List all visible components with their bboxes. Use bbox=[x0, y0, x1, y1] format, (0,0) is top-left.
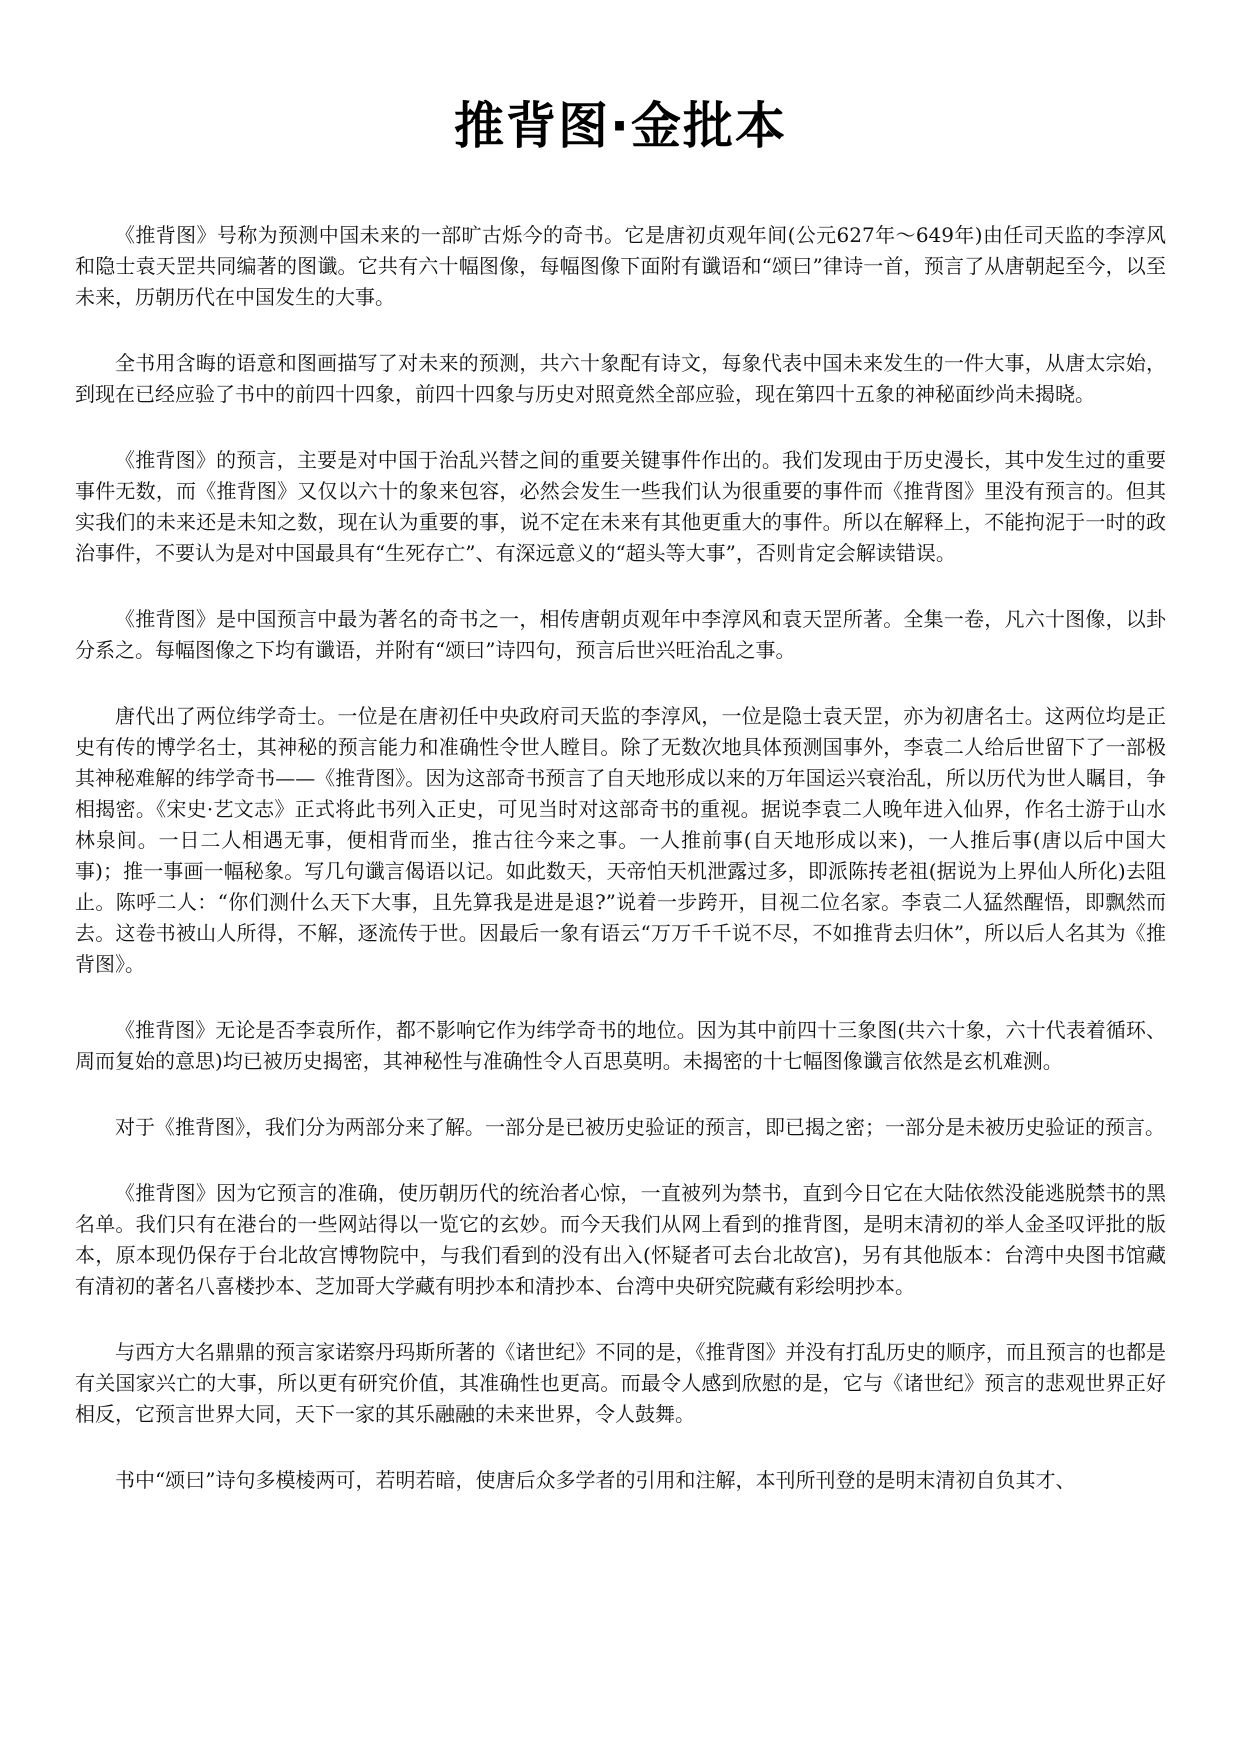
paragraph: 全书用含晦的语意和图画描写了对未来的预测，共六十象配有诗文，每象代表中国未来发生的一件大事，从唐太宗始，到现在已经应验了书中的前四十四象，前四十四象与历史对照竟然全部应验，现在第四十五象的神秘面纱尚未揭晓。 bbox=[75, 351, 1166, 406]
paragraph: 与西方大名鼎鼎的预言家诺察丹玛斯所著的《诸世纪》不同的是，《推背图》并没有打乱历史的顺序，而且预言的也都是有关国家兴亡的大事，所以更有研究价值，其准确性也更高。而最令人感到欣慰的是，它与《诸世纪》预言的悲观世界正好相反，它预言世界大同，天下一家的其乐融融的未来世界，令人鼓舞。 bbox=[75, 1340, 1166, 1426]
document-title: 推背图·金批本 bbox=[454, 97, 787, 155]
paragraph: 对于《推背图》，我们分为两部分来了解。一部分是已被历史验证的预言，即已揭之密；一部分是未被历史验证的预言。 bbox=[115, 1115, 1165, 1139]
paragraph: 《推背图》是中国预言中最为著名的奇书之一，相传唐朝贞观年中李淳风和袁天罡所著。全集一卷，凡六十图像，以卦分系之。每幅图像之下均有谶语，并附有“颂曰”诗四句，预言后世兴旺治乱之事。 bbox=[75, 607, 1166, 662]
paragraph: 《推背图》无论是否李袁所作，都不影响它作为纬学奇书的地位。因为其中前四十三象图(共六十象，六十代表着循环、周而复始的意思)均已被历史揭密，其神秘性与准确性令人百思莫明。未揭密的十七幅图像谶言依然是玄机难测。 bbox=[75, 1018, 1166, 1073]
paragraph: 《推背图》号称为预测中国未来的一部旷古烁今的奇书。它是唐初贞观年间(公元627年～649年)由任司天监的李淳风和隐士袁天罡共同编著的图谶。它共有六十幅图像，每幅图像下面附有谶语和“颂曰”律诗一首，预言了从唐朝起至今，以至未来，历朝历代在中国发生的大事。 bbox=[75, 223, 1166, 309]
paragraph: 《推背图》因为它预言的准确，使历朝历代的统治者心惊，一直被列为禁书，直到今日它在大陆依然没能逃脱禁书的黑名单。我们只有在港台的一些网站得以一览它的玄妙。而今天我们从网上看到的推背图，是明末清初的举人金圣叹评批的版本，原本现仍保存于台北故宫博物院中，与我们看到的没有出入(怀疑者可去台北故宫)，另有其他版本：台湾中央图书馆藏有清初的著名八喜楼抄本、芝加哥大学藏有明抄本和清抄本、台湾中央研究院藏有彩绘明抄本。 bbox=[75, 1181, 1166, 1298]
paragraph: 《推背图》的预言，主要是对中国于治乱兴替之间的重要关键事件作出的。我们发现由于历史漫长，其中发生过的重要事件无数，而《推背图》又仅以六十的象来包容，必然会发生一些我们认为很重要的事件而《推背图》里没有预言的。但其实我们的未来还是未知之数，现在认为重要的事，说不定在未来有其他更重大的事件。所以在解释上，不能拘泥于一时的政治事件，不要认为是对中国最具有“生死存亡”、有深远意义的“超头等大事”，否则肯定会解读错误。 bbox=[75, 448, 1166, 565]
paragraph: 唐代出了两位纬学奇士。一位是在唐初任中央政府司天监的李淳风，一位是隐士袁天罡，亦为初唐名士。这两位均是正史有传的博学名士，其神秘的预言能力和准确性令世人瞠目。除了无数次地具体预测国事外，李袁二人给后世留下了一部极其神秘难解的纬学奇书——《推背图》。因为这部奇书预言了自天地形成以来的万年国运兴衰治乱，所以历代为世人瞩目，争相揭密。《宋史·艺文志》正式将此书列入正史，可见当时对这部奇书的重视。据说李袁二人晚年进入仙界，作名士游于山水林泉间。一日二人相遇无事，便相背而坐，推古往今来之事。一人推前事(自天地形成以来)，一人推后事(唐以后中国大事)；推一事画一幅秘象。写几句谶言偈语以记。如此数天，天帝怕天机泄露过多，即派陈抟老祖(据说为上界仙人所化)去阻止。陈呼二人：“你们测什么天下大事，且先算我是进是退?”说着一步跨开，目视二位名家。李袁二人猛然醒悟，即飘然而去。这卷书被山人所得，不解，逐流传于世。因最后一象有语云“万万千千说不尽，不如推背去归休”，所以后人名其为《推背图》。 bbox=[75, 704, 1166, 976]
paragraph: 书中“颂曰”诗句多模棱两可，若明若暗，使唐后众多学者的引用和注解，本刊所刊登的是明末清初自负其才、 bbox=[115, 1468, 1076, 1492]
